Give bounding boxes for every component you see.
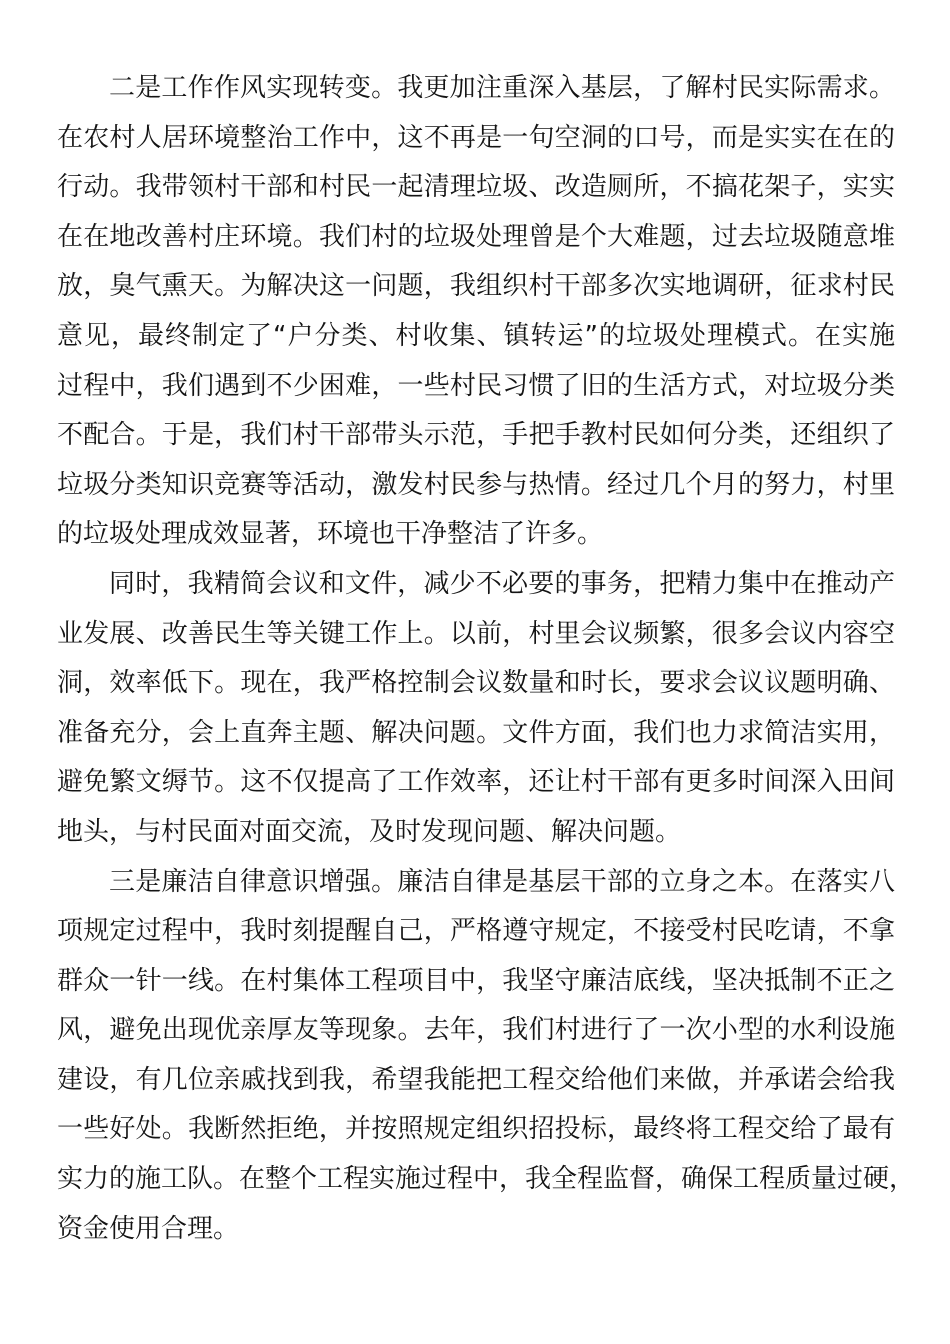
text-line: 地头，与村民面对面交流，及时发现问题、解决问题。: [57, 816, 682, 847]
text-line: 一些好处。我断然拒绝，并按照规定组织招投标，最终将工程交给了最有: [57, 1114, 895, 1145]
text-line: 洞，效率低下。现在，我严格控制会议数量和时长，要求会议议题明确、: [57, 668, 895, 699]
text-line: 二是工作作风实现转变。我更加注重深入基层，了解村民实际需求。: [109, 73, 895, 103]
text-line: 同时，我精简会议和文件，减少不必要的事务，把精力集中在推动产: [109, 568, 895, 599]
text-line: 不配合。于是，我们村干部带头示范，手把手教村民如何分类，还组织了: [57, 420, 895, 451]
text-line: 群众一针一线。在村集体工程项目中，我坚守廉洁底线，坚决抵制不正之: [57, 965, 895, 996]
paragraph-work-style: [57, 64, 895, 560]
text-line: 实力的施工队。在整个工程实施过程中，我全程监督，确保工程质量过硬，: [57, 1164, 916, 1195]
text-line: 避免繁文缛节。这不仅提高了工作效率，还让村干部有更多时间深入田间: [57, 767, 895, 798]
text-line: 行动。我带领村干部和村民一起清理垃圾、改造厕所，不搞花架子，实实: [57, 172, 895, 203]
text-line: 的垃圾处理成效显著，环境也干净整洁了许多。: [57, 519, 604, 550]
text-line: 意见，最终制定了“户分类、村收集、镇转运”的垃圾处理模式。在实施: [57, 320, 895, 351]
text-line: 垃圾分类知识竞赛等活动，激发村民参与热情。经过几个月的努力，村里: [57, 469, 895, 500]
text-line: 业发展、改善民生等关键工作上。以前，村里会议频繁，很多会议内容空: [57, 618, 895, 649]
paragraph-integrity: [57, 858, 916, 1255]
text-line: 资金使用合理。: [57, 1213, 240, 1244]
text-line: 放，臭气熏天。为解决这一问题，我组织村干部多次实地调研，征求村民: [57, 271, 895, 302]
text-line: 在在地改善村庄环境。我们村的垃圾处理曾是个大难题，过去垃圾随意堆: [57, 221, 895, 252]
text-line: 三是廉洁自律意识增强。廉洁自律是基层干部的立身之本。在落实八: [109, 866, 895, 897]
document-body: [57, 64, 916, 1254]
text-line: 过程中，我们遇到不少困难，一些村民习惯了旧的生活方式，对垃圾分类: [57, 370, 895, 401]
paragraph-meetings: [57, 560, 895, 858]
text-line: 建设，有几位亲戚找到我，希望我能把工程交给他们来做，并承诺会给我: [57, 1064, 895, 1095]
text-line: 风，避免出现优亲厚友等现象。去年，我们村进行了一次小型的水利设施: [57, 1015, 895, 1046]
text-line: 准备充分，会上直奔主题、解决问题。文件方面，我们也力求简洁实用，: [57, 717, 895, 748]
text-line: 项规定过程中，我时刻提醒自己，严格遵守规定，不接受村民吃请，不拿: [57, 916, 895, 947]
text-line: 在农村人居环境整治工作中，这不再是一句空洞的口号，而是实实在在的: [57, 122, 895, 153]
